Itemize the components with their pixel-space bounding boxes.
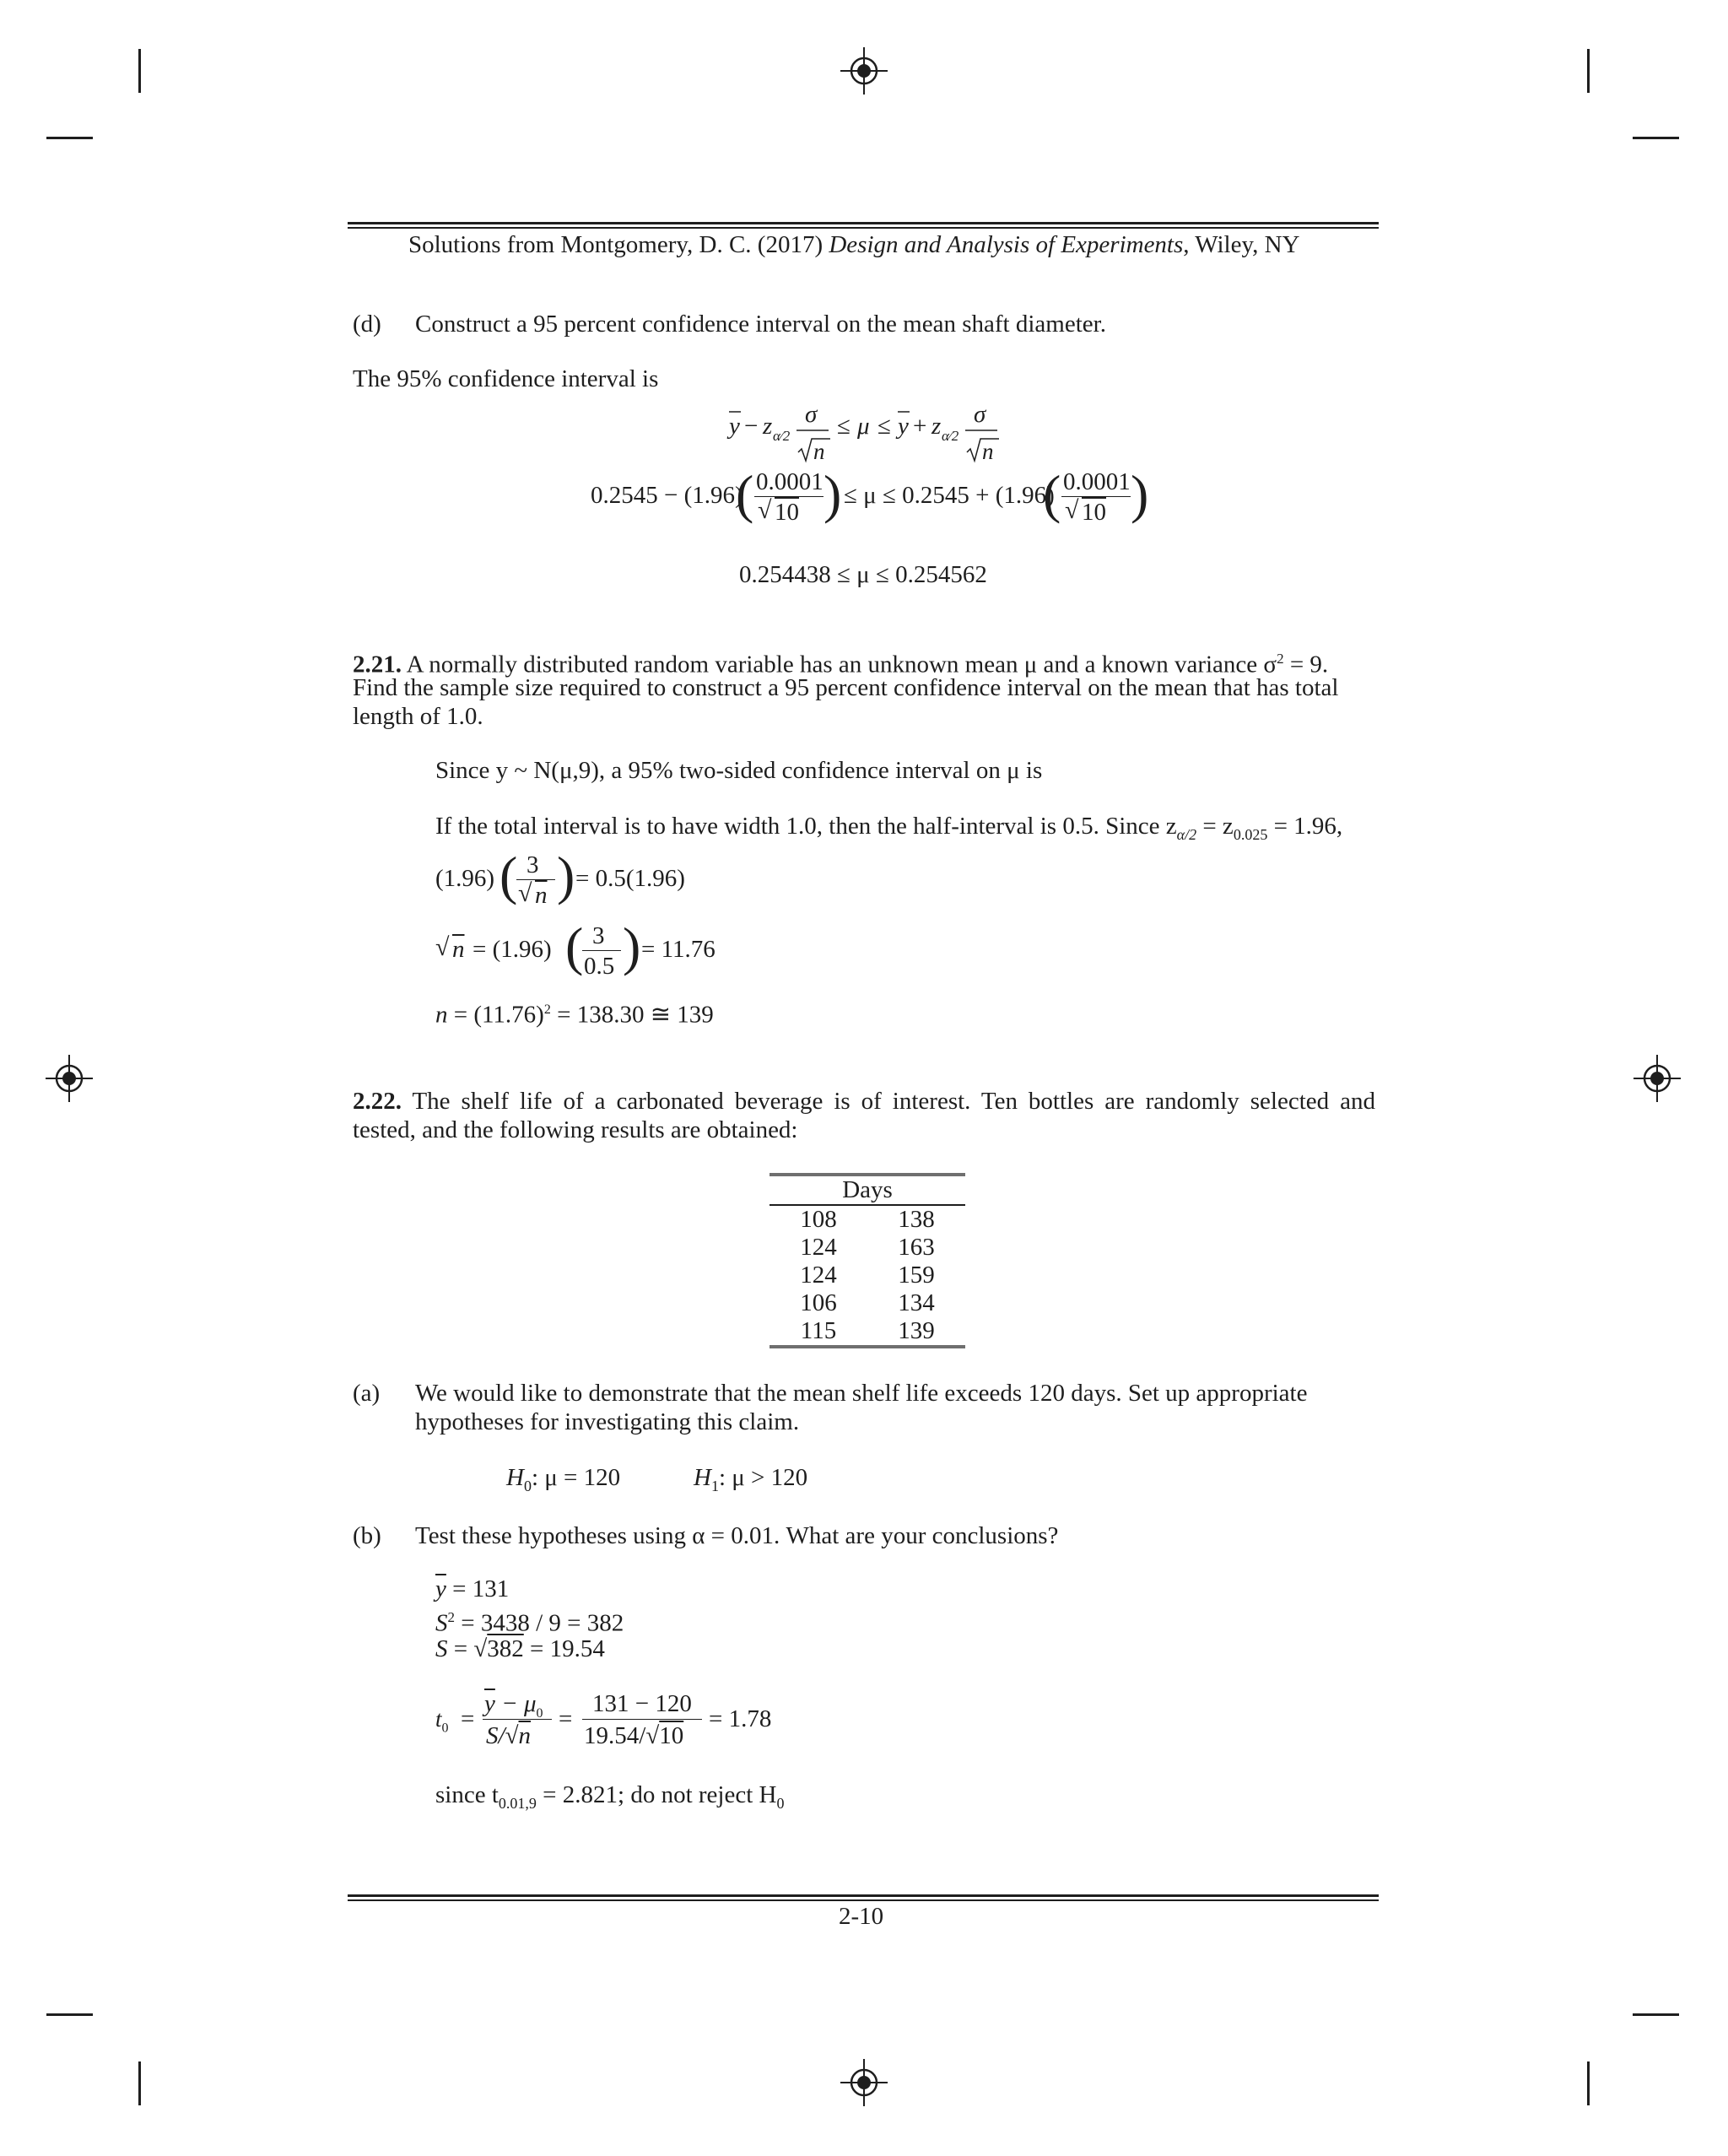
z-end: = 1.96, <box>1267 813 1343 840</box>
paren-close: ) <box>824 464 842 524</box>
s2-value: = 3438 / 9 = 382 <box>455 1609 624 1637</box>
svg-text:y: y <box>729 413 740 440</box>
paren-close: ) <box>557 846 575 905</box>
eq3: = (11.76) <box>453 1001 544 1029</box>
s-value: = 19.54 <box>530 1635 605 1662</box>
problem-line: length of 1.0. <box>353 703 483 730</box>
eq-right: = 0.5(1.96) <box>575 865 685 892</box>
crop-mark <box>1587 49 1590 93</box>
svg-text:σ: σ <box>974 401 986 428</box>
t-result: = 1.78 <box>709 1705 772 1732</box>
h1-text: : μ > 120 <box>718 1464 808 1491</box>
table-row <box>770 1317 965 1347</box>
null-hypothesis: $H_0$: μ = 120 <box>506 1464 621 1494</box>
fraction-denominator: 10 <box>775 499 799 526</box>
eq3-end: = 138.30 ≅ 139 <box>550 1001 714 1029</box>
footer-rule <box>348 1894 1379 1897</box>
fraction-numerator: 0.0001 <box>756 468 824 495</box>
svg-text:α⁄2: α⁄2 <box>773 428 791 444</box>
part-label: (a) <box>353 1380 381 1407</box>
registration-mark-icon <box>840 2059 888 2106</box>
table-cell: 134 <box>898 1289 935 1316</box>
question-text: Test these hypotheses using α = 0.01. What are your conclusions? <box>415 1522 1059 1549</box>
header-rule <box>348 222 1379 224</box>
sqrt-icon: √ <box>473 1635 488 1662</box>
part-label: (d) <box>353 311 381 338</box>
header-rule <box>348 227 1379 229</box>
fraction-numerator: 131 − 120 <box>592 1690 692 1717</box>
table-cell: 115 <box>800 1317 837 1344</box>
svg-text:z: z <box>932 413 942 440</box>
table-cell: 108 <box>800 1206 837 1233</box>
svg-text:y: y <box>898 413 909 440</box>
days-table <box>770 1173 965 1348</box>
crop-mark <box>1633 2013 1679 2016</box>
crop-mark <box>46 2013 93 2016</box>
question-text: Construct a 95 percent confidence interval on the mean shaft diameter. <box>415 311 1106 338</box>
fraction-denominator: 0.5 <box>584 953 615 980</box>
n-var: n <box>452 936 465 963</box>
registration-mark-icon <box>1634 1055 1681 1102</box>
sqrt-icon: √ <box>435 933 450 961</box>
table-cell: 159 <box>898 1262 935 1289</box>
table-header: Days <box>842 1176 893 1203</box>
running-header <box>408 230 1299 259</box>
table-cell: 139 <box>898 1317 935 1344</box>
problem-line: tested, and the following results are obtained: <box>353 1116 798 1143</box>
svg-text:≤: ≤ <box>878 413 891 440</box>
sample-size-eq-1 <box>435 847 688 915</box>
eq-left: = (1.96) <box>472 936 552 963</box>
page-number: 2-10 <box>839 1903 884 1930</box>
alt-hypothesis: $H_1$: μ > 120 <box>694 1464 808 1494</box>
fraction-numerator: 3 <box>592 922 605 949</box>
header-prefix: Solutions from Montgomery, D. C. (2017) <box>408 231 829 258</box>
fraction-bar <box>582 950 621 951</box>
s-line: S = √382 = 19.54 <box>435 1635 605 1662</box>
svg-text:+: + <box>913 413 927 440</box>
t-den: 19.54/ <box>584 1722 646 1749</box>
conclusion-b: = 2.821; do not reject H <box>536 1781 777 1808</box>
sqrt-icon: √ <box>518 879 532 907</box>
z-values: = z <box>1196 813 1234 840</box>
t-statistic-equation <box>435 1688 790 1755</box>
problem-text-end: = 9. <box>1283 651 1329 678</box>
fraction-denominator: n <box>535 882 548 909</box>
paren-close: ) <box>1131 464 1149 524</box>
sqrt-icon: √ <box>758 496 772 524</box>
svg-text:≤: ≤ <box>837 413 850 440</box>
table-cell: 124 <box>800 1262 837 1289</box>
problem-number: 2.21. <box>353 651 402 678</box>
crop-mark <box>138 49 141 93</box>
header-suffix: , Wiley, NY <box>1183 231 1300 258</box>
problem-line: Find the sample size required to construct a 95 percent confidence interval on the mean that has total <box>353 674 1339 701</box>
numeric-ci-equation <box>591 464 1148 530</box>
crop-mark <box>46 137 93 139</box>
table-row <box>770 1289 965 1317</box>
crop-mark <box>1633 137 1679 139</box>
problem-number: 2.22. <box>353 1088 402 1115</box>
svg-text:α⁄2: α⁄2 <box>942 428 959 444</box>
h0-text: : μ = 120 <box>531 1464 621 1491</box>
equals: = <box>559 1705 573 1732</box>
svg-text:z: z <box>763 413 773 440</box>
s2-line: $S^2 = 3438 / 9 = 382$ <box>435 1609 624 1637</box>
fraction-bar <box>483 1719 552 1720</box>
paren-close: ) <box>623 916 641 976</box>
ybar-line: $\overline{y} = 131$ <box>435 1575 510 1602</box>
problem-text: The shelf life of a carbonated beverage is of interest. Ten bottles are randomly selected and <box>412 1088 1375 1115</box>
table-row <box>770 1234 965 1262</box>
conclusion-line: since $t_{0.01,9} = 2.821$; do not reject $H_0$ <box>435 1781 785 1812</box>
paren-open: ( <box>1043 464 1061 524</box>
fraction-numerator: $\overline{y} - \mu_0$ <box>484 1690 543 1721</box>
eq-mid: ≤ μ ≤ 0.2545 + (1.96) <box>844 482 1055 509</box>
problem-text: A normally distributed random variable has an unknown mean μ and a known variance σ <box>406 651 1277 678</box>
book-title: Design and Analysis of Experiments <box>829 231 1184 258</box>
table-row <box>770 1262 965 1289</box>
svg-text:σ: σ <box>805 401 818 428</box>
conclusion-a: since t <box>435 1781 499 1808</box>
question-text: hypotheses for investigating this claim. <box>415 1408 800 1435</box>
sample-size-eq-3: $n = (11.76)^2 = 138.30$ ≅ 139 <box>435 1001 714 1029</box>
svg-text:n: n <box>982 439 994 464</box>
registration-mark-icon <box>840 47 888 95</box>
ci-formula <box>726 393 1012 471</box>
part-label: (b) <box>353 1522 381 1549</box>
footer-rule <box>348 1899 1379 1901</box>
registration-mark-icon <box>46 1055 93 1102</box>
problem-line: 2.21. A normally distributed random variable has an unknown mean μ and a known variance $\sigma^2 = 9$. <box>353 651 1329 678</box>
fraction-denominator: 19.54/√10 <box>584 1722 684 1749</box>
table-row <box>770 1205 965 1234</box>
crop-mark <box>1587 2061 1590 2105</box>
t0-var: $t_0$ <box>435 1706 449 1736</box>
paren-open: ( <box>565 916 584 976</box>
ci-result: 0.254438 ≤ μ ≤ 0.254562 <box>739 561 987 588</box>
fraction-numerator: 0.0001 <box>1063 468 1131 495</box>
paren-open: ( <box>500 846 518 905</box>
svg-text:−: − <box>744 413 759 440</box>
ybar-value: = 131 <box>446 1575 510 1602</box>
eq-left: 0.2545 − (1.96) <box>591 482 743 509</box>
fraction-bar <box>582 1719 702 1720</box>
fraction-numerator: 3 <box>526 851 539 878</box>
table-cell: 163 <box>898 1234 935 1261</box>
since-line: Since y ~ N(μ,9), a 95% two-sided confidence interval on μ is <box>435 757 1043 784</box>
equals: = <box>461 1705 475 1732</box>
svg-text:μ: μ <box>857 413 870 440</box>
table-cell: 138 <box>898 1206 935 1233</box>
paren-open: ( <box>736 464 754 524</box>
problem-line <box>353 1087 1375 1116</box>
half-interval-line: If the total interval is to have width 1.0, then the half-interval is 0.5. Since $z_{\alpha/2} = z_{0.025} = 1.96$, <box>435 813 1343 843</box>
table-cell: 124 <box>800 1234 837 1261</box>
sample-size-eq-2 <box>435 918 722 986</box>
svg-text:n: n <box>813 439 825 464</box>
crop-mark <box>138 2061 141 2105</box>
table-cell: 106 <box>800 1289 837 1316</box>
sqrt-icon: √ <box>1065 496 1079 524</box>
conclusion-sub: 0.01,9 <box>498 1794 537 1812</box>
paragraph: The 95% confidence interval is <box>353 365 659 392</box>
half-interval-text: If the total interval is to have width 1.0, then the half-interval is 0.5. Since z <box>435 813 1177 840</box>
eq-right: = 11.76 <box>641 936 716 963</box>
fraction-denominator: S/√n <box>486 1722 531 1749</box>
question-text: We would like to demonstrate that the mean shelf life exceeds 120 days. Set up appropriate <box>415 1380 1308 1407</box>
fraction-denominator: 10 <box>1082 499 1106 526</box>
eq-left: (1.96) <box>435 865 495 892</box>
